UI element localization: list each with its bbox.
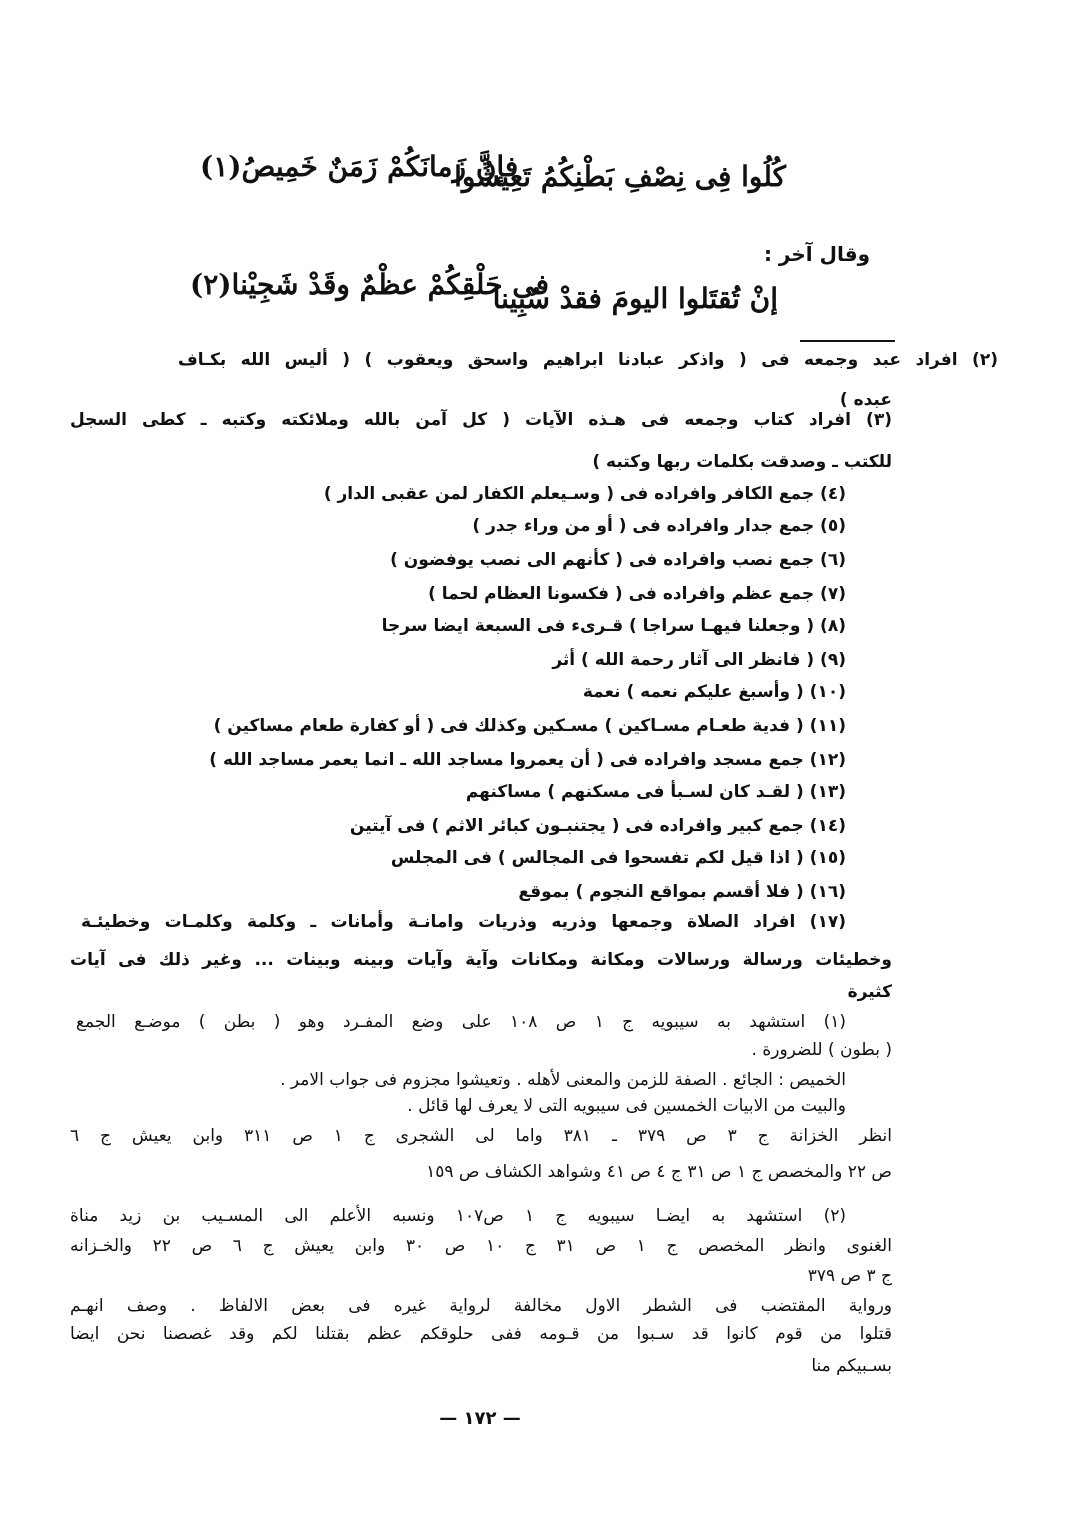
footnote-line: والبيت من الابيات الخمسين فى سيبويه التى لا يعرف لها قائل .: [407, 1096, 846, 1116]
footnote-line: بسـبيكم منا: [811, 1356, 892, 1376]
footnote-line: ورواية المقتضب فى الشطر الاول مخالفة لرواية غيره فى بعض الالفاظ . وصف انهـم: [70, 1296, 892, 1316]
page-number: — ١٧٢ —: [439, 1408, 521, 1429]
note-line: (١٣) ( لقـد كان لسـبأ فى مسكنهم ) مساكنهم: [465, 782, 846, 802]
note-line: (١١) ( فدية طعـام مسـاكين ) مسـكين وكذلك فى ( أو كفارة طعام مساكين ): [213, 716, 846, 736]
note-line: (٦) جمع نصب وافراده فى ( كأنهم الى نصب يوفضون ): [390, 550, 846, 570]
note-line: (١٧) افراد الصلاة وجمعها وذريه وذريات وامانـة وأمانات ـ وكلمة وكلمـات وخطيئـة: [81, 912, 846, 932]
footnote-line: قتلوا من قوم كانوا قد سـبوا من قـومه ففى حلوقكم عظم بقتلنا لكم وقد غصصنا نحن ايضا: [70, 1324, 892, 1344]
verse-2-second-hemistich: فى حَلْقِكُمْ عظْمٌ وقَدْ شَجِيْنا(٢): [190, 268, 549, 301]
note-line: (١٤) جمع كبير وافراده فى ( يجتنبـون كبائر الاثم ) فى آيتين: [349, 816, 846, 836]
footnote-line: الخميص : الجائع . الصفة للزمن والمعنى لأهله . وتعيشوا مجزوم فى جواب الامر .: [280, 1070, 846, 1090]
note-line: (٣) افراد كتاب وجمعه فى هـذه الآيات ( كل آمن بالله وملائكته وكتبه ـ كطى السجل: [70, 410, 892, 430]
footnote-line: انظر الخزانة ج ٣ ص ٣٧٩ ـ ٣٨١ واما لى الشجرى ج ١ ص ٣١١ وابن يعيش ج ٦: [70, 1126, 892, 1146]
separator-rule: [800, 340, 895, 342]
note-line: وخطيئات ورسالة ورسالات ومكانة ومكانات وآية وآيات وبينه وبينات ... وغير ذلك فى آيات: [70, 950, 892, 970]
footnote-line: (٢) استشهد به ايضـا سيبويه ج ١ ص١٠٧ ونسبه الأعلم الى المسـيب بن زيد مناة: [70, 1206, 846, 1226]
note-line: (٧) جمع عظم وافراده فى ( فكسونا العظام لحما ): [428, 584, 846, 604]
verse-1-second-hemistich: فإنَّ زَمانَكُمْ زَمَنٌ خَمِيصُ(١): [200, 150, 519, 183]
note-line: (١٥) ( اذا قيل لكم تفسحوا فى المجالس ) فى المجلس: [390, 848, 846, 868]
note-line: (١٦) ( فلا أقسم بمواقع النجوم ) بموقع: [518, 882, 846, 902]
footnote-line: ( بطون ) للضرورة .: [751, 1040, 892, 1060]
note-line: (٩) ( فانظر الى آثار رحمة الله ) أثر: [552, 650, 846, 670]
note-line: عبده ): [839, 390, 892, 410]
intro-other-poet: وقال آخر :: [763, 242, 870, 266]
note-line: (٨) ( وجعلنا فيهـا سراجا ) قـرىء فى السبعة ايضا سرجا: [381, 616, 846, 636]
note-line: (٥) جمع جدار وافراده فى ( أو من وراء جدر ): [472, 516, 846, 536]
footnote-line: (١) استشهد به سيبويه ج ١ ص ١٠٨ على وضع المفـرد وهو ( بطن ) موضـع الجمع: [76, 1012, 846, 1032]
note-line: (٢) افراد عبد وجمعه فى ( واذكر عبادنا ابراهيم واسحق ويعقوب ) ( أليس الله بكـاف: [178, 350, 998, 370]
footnote-line: ص ٢٢ والمخصص ج ١ ص ٣١ ج ٤ ص ٤١ وشواهد الكشاف ص ١٥٩: [426, 1162, 892, 1182]
note-line: (١٠) ( وأسبغ عليكم نعمه ) نعمة: [582, 682, 846, 702]
footnote-line: الغنوى وانظر المخصص ج ١ ص ٣١ ج ١٠ ص ٣٠ وابن يعيش ج ٦ ص ٢٢ والخـزانه: [70, 1236, 892, 1256]
verse-2-first-hemistich: إنْ تُقتَلوا اليومَ فقدْ سُبِينا: [492, 282, 778, 315]
note-line: للكتب ـ وصدقت بكلمات ربها وكتبه ): [592, 452, 892, 472]
verse-1-first-hemistich: كُلُوا فِى نِصْفِ بَطْنِكُمُ تَعِيشُوا: [454, 160, 786, 193]
note-line: (٤) جمع الكافر وافراده فى ( وسـيعلم الكفار لمن عقبى الدار ): [323, 484, 846, 504]
note-line: كثيرة: [847, 982, 892, 1002]
footnote-line: ج ٣ ص ٣٧٩: [807, 1266, 892, 1286]
note-line: (١٢) جمع مسجد وافراده فى ( أن يعمروا مساجد الله ـ انما يعمر مساجد الله ): [209, 750, 846, 770]
